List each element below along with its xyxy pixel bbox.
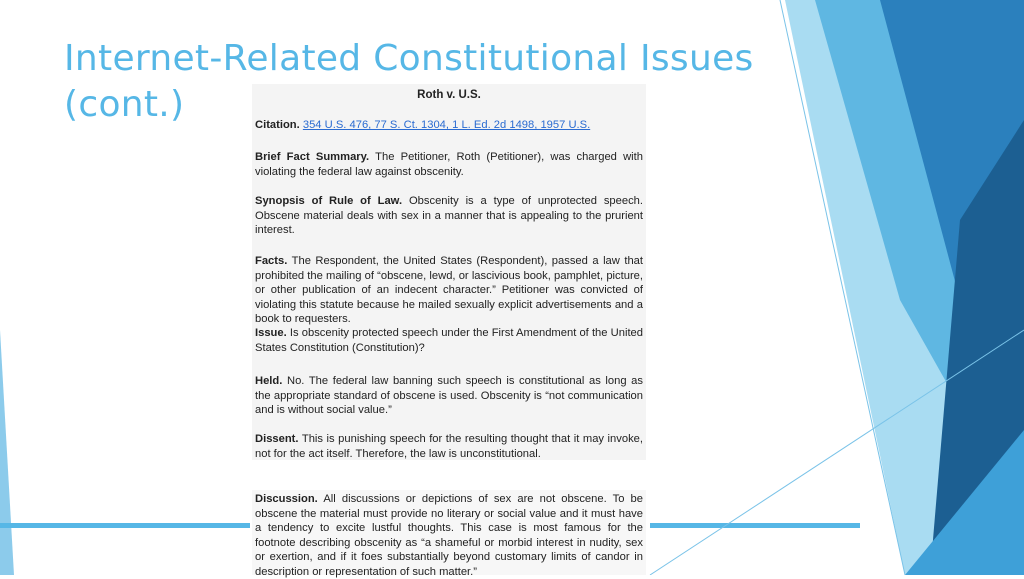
issue-label: Issue. xyxy=(255,327,287,339)
discussion-label: Discussion. xyxy=(255,493,318,505)
case-brief-discussion-image xyxy=(252,490,646,578)
held-paragraph xyxy=(255,374,643,418)
dissent-label: Dissent. xyxy=(255,433,299,445)
accent-bar-left xyxy=(0,523,250,528)
synopsis-paragraph xyxy=(255,194,643,238)
dissent-paragraph xyxy=(255,432,643,461)
case-brief-image xyxy=(252,84,646,460)
slide-title-line1: Internet-Related Constitutional Issues xyxy=(64,38,754,79)
held-label: Held. xyxy=(255,375,283,387)
facts-label: Facts. xyxy=(255,255,288,267)
brief-label: Brief Fact Summary. xyxy=(255,151,370,163)
accent-bar-right xyxy=(650,523,860,528)
held-text: No. The federal law banning such speech is constitutional as long as the appropriate standard of obscene is used. Obscenity is “not communication and is without social value.” xyxy=(255,375,643,416)
slide-title-line2: (cont.) xyxy=(64,84,185,125)
synopsis-text: Obscenity is a type of unprotected speech. Obscene material deals with sex in a manner that is appealing to the prurient interest. xyxy=(255,195,644,236)
left-edge-shape xyxy=(0,330,14,575)
brief-text: The Petitioner, Roth (Petitioner), was charged with violating the federal law against obscenity. xyxy=(255,151,643,178)
brief-fact-paragraph xyxy=(255,150,643,179)
citation-link[interactable]: 354 U.S. 476, 77 S. Ct. 1304, 1 L. Ed. 2d 1498, 1957 U.S. xyxy=(302,119,591,131)
facts-paragraph xyxy=(255,254,643,327)
case-title: Roth v. U.S. xyxy=(417,89,481,101)
discussion-text: All discussions or depictions of sex are not obscene. To be obscene the material must provide no literary or social value and it must have a tendency to excite lustful thoughts. This case is most famous for the footnote describing obscenity as “a shameful or morbid interest in nudity, sex or exertion, and if it foes substantially beyond customary limits of candor in description or representation of such matter.” xyxy=(255,493,644,578)
dissent-text: This is punishing speech for the resulting thought that it may invoke, not for the act itself. Therefore, the law is unconstitutional. xyxy=(255,433,644,460)
issue-text: Is obscenity protected speech under the First Amendment of the United States Constitution (Constitution)? xyxy=(255,327,644,354)
citation-label: Citation. xyxy=(255,119,300,131)
discussion-paragraph xyxy=(255,492,643,579)
facts-text: The Respondent, the United States (Respondent), passed a law that prohibited the mailing of “obscene, lewd, or lascivious book, pamphlet, picture, or other publication of an indecent character.” Petitioner was convicted of violating this statute because he mailed sexually explicit advertisements and a book to requesters. xyxy=(255,255,643,325)
synopsis-label: Synopsis of Rule of Law. xyxy=(255,195,403,207)
citation-paragraph xyxy=(255,118,643,133)
issue-paragraph xyxy=(255,326,643,355)
